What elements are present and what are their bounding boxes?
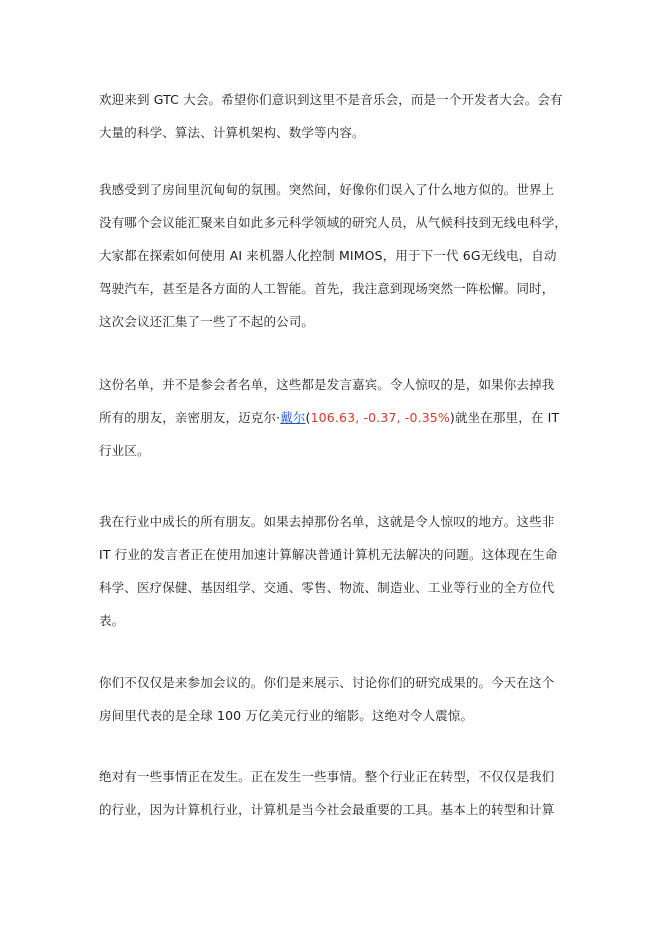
text-line: 欢迎来到 GTC 大会。希望你们意识到这里不是音乐会，而是一个开发者大会。会有 [99, 92, 563, 107]
text-line: 这份名单，并不是参会者名单，这些都是发言嘉宾。令人惊叹的是，如果你去掉我 [99, 377, 555, 392]
paragraph-1 [99, 83, 579, 149]
paragraph-2 [99, 173, 579, 338]
text-line: 我在行业中成长的所有朋友。如果去掉那份名单，这就是令人惊叹的地方。这些非 [99, 514, 555, 529]
text-line: 没有哪个会议能汇聚来自如此多元科学领域的研究人员，从气候科技到无线电科学， [99, 215, 568, 230]
paragraph-4 [99, 505, 579, 637]
text-line: 行业区。 [99, 443, 150, 458]
text-line: 大家都在探索如何使用 AI 来机器人化控制 MIMOS，用于下一代 6G无线电，自动 [99, 248, 557, 263]
text-line: 这次会议还汇集了一些了不起的公司。 [99, 314, 315, 329]
text-line: 科学、医疗保健、基因组学、交通、零售、物流、制造业、工业等行业的全方位代 [99, 580, 555, 595]
paragraph-5 [99, 666, 579, 732]
open-paren: ( [305, 410, 311, 425]
text-before-link: 所有的朋友，亲密朋友，迈克尔· [99, 410, 281, 425]
text-after-link: 就坐在那里，在 IT [454, 410, 560, 425]
dell-stock-link[interactable]: 戴尔 [280, 410, 306, 425]
text-line: 我感受到了房间里沉甸甸的氛围。突然间，好像你们误入了什么地方似的。世界上 [99, 182, 555, 197]
stock-text-line [99, 401, 579, 434]
text-line: IT 行业的发言者正在使用加速计算解决普通计算机无法解决的问题。这体现在生命 [99, 547, 558, 562]
text-line: 驾驶汽车，甚至是各方面的人工智能。首先，我注意到现场突然一阵松懈。同时， [99, 281, 555, 296]
text-line: 表。 [99, 613, 125, 628]
text-line: 大量的科学、算法、计算机架构、数学等内容。 [99, 125, 365, 140]
text-line: 绝对有一些事情正在发生。正在发生一些事情。整个行业正在转型，不仅仅是我们 [99, 769, 555, 784]
close-paren: ) [449, 410, 455, 425]
text-line: 的行业，因为计算机行业，计算机是当今社会最重要的工具。基本上的转型和计算 [99, 802, 555, 817]
paragraph-3 [99, 368, 579, 467]
text-line: 你们不仅仅是来参加会议的。你们是来展示、讨论你们的研究成果的。今天在这个 [99, 675, 555, 690]
text-line: 房间里代表的是全球 100 万亿美元行业的缩影。这绝对令人震惊。 [99, 708, 474, 723]
paragraph-6 [99, 760, 579, 826]
stock-quote: 106.63, -0.37, -0.35% [310, 410, 450, 425]
